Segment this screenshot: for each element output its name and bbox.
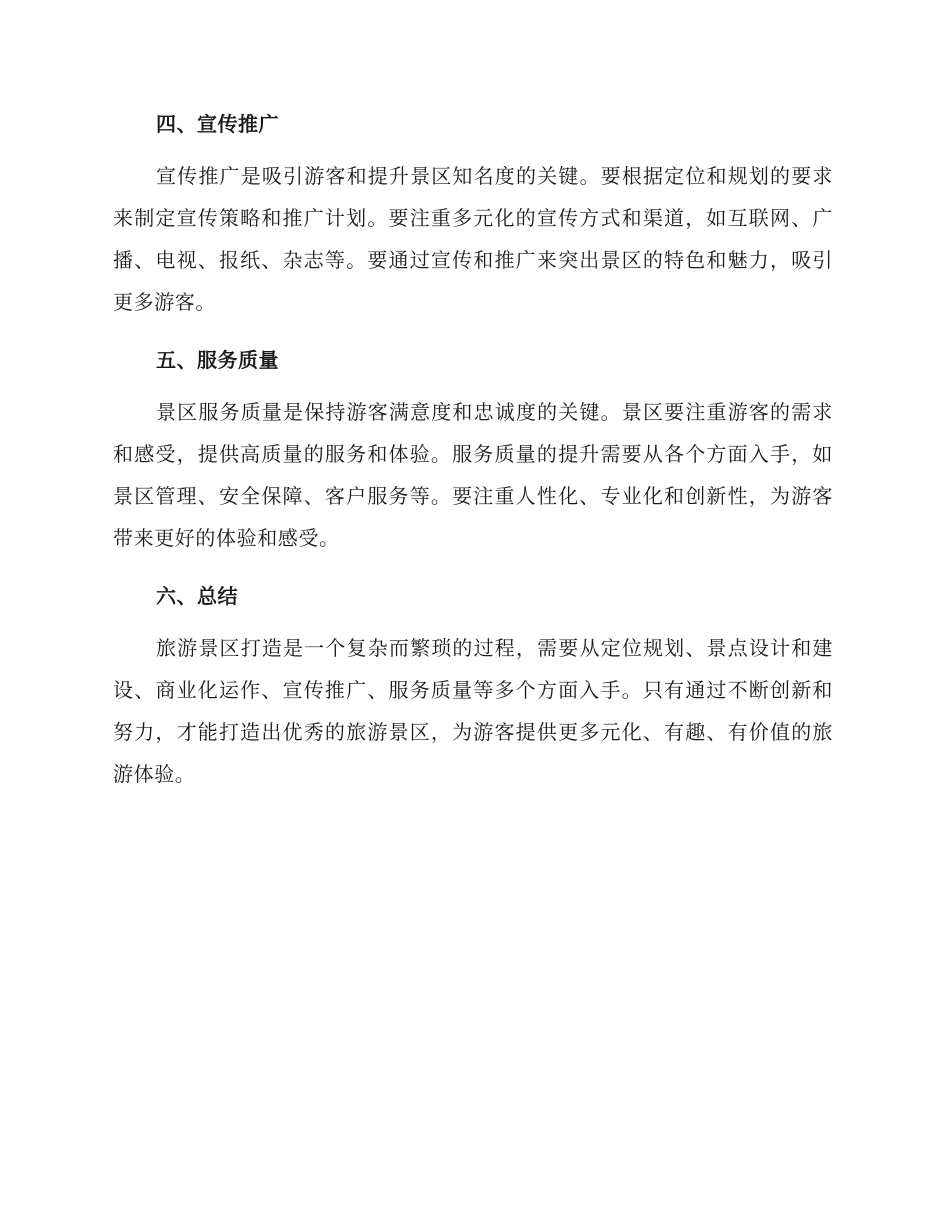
section-paragraph: 景区服务质量是保持游客满意度和忠诚度的关键。景区要注重游客的需求和感受，提供高质量的服务和体验。服务质量的提升需要从各个方面入手，如景区管理、安全保障、客户服务等。要注重人性化、专业化和创新性，为游客带来更好的体验和感受。 bbox=[113, 400, 833, 550]
section-summary bbox=[113, 575, 833, 795]
section-heading: 五、服务质量 bbox=[156, 348, 279, 372]
section-paragraph: 宣传推广是吸引游客和提升景区知名度的关键。要根据定位和规划的要求来制定宣传策略和推广计划。要注重多元化的宣传方式和渠道，如互联网、广播、电视、报纸、杂志等。要通过宣传和推广来突出景区的特色和魅力，吸引更多游客。 bbox=[113, 164, 833, 314]
section-heading: 六、总结 bbox=[156, 584, 238, 608]
section-heading: 四、宣传推广 bbox=[156, 112, 279, 136]
section-service-quality bbox=[113, 339, 833, 559]
section-promotion bbox=[113, 103, 833, 323]
document-content bbox=[113, 103, 833, 811]
section-paragraph: 旅游景区打造是一个复杂而繁琐的过程，需要从定位规划、景点设计和建设、商业化运作、宣传推广、服务质量等多个方面入手。只有通过不断创新和努力，才能打造出优秀的旅游景区，为游客提供更多元化、有趣、有价值的旅游体验。 bbox=[113, 636, 833, 786]
